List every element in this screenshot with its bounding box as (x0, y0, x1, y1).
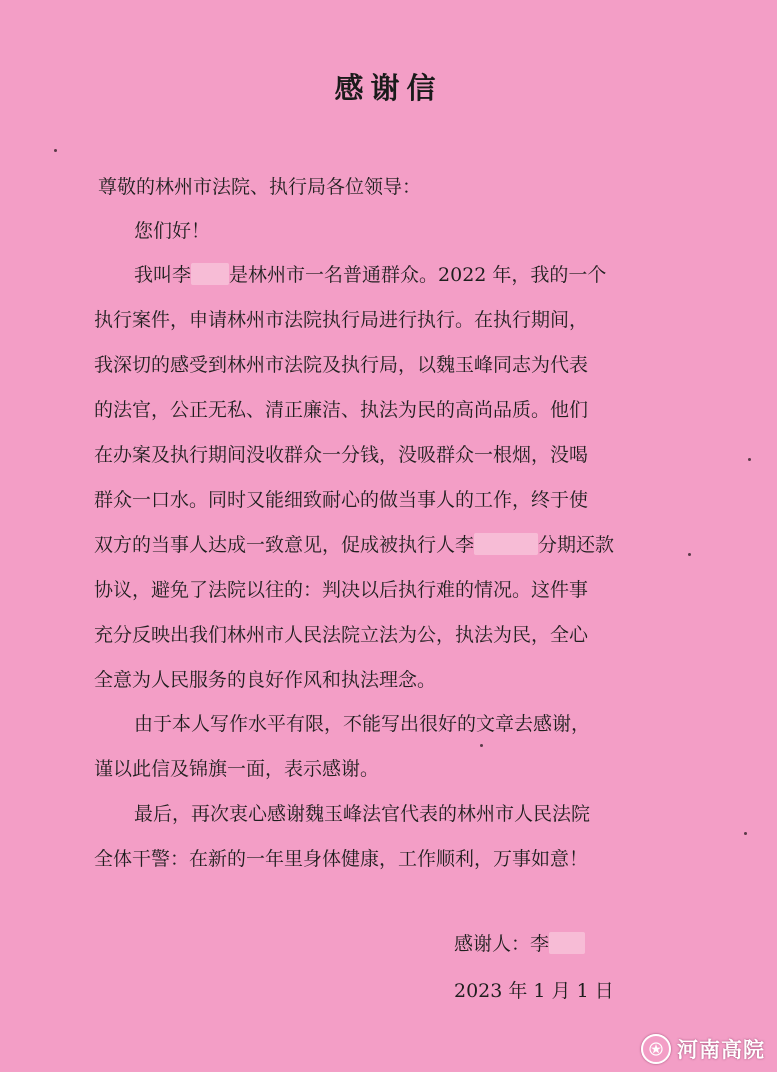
paragraph-3-line-2: 全体干警：在新的一年里身体健康，工作顺利，万事如意！ (94, 848, 589, 870)
text-segment: 分期还款 (538, 534, 615, 556)
paragraph-1-line-10: 全意为人民服务的良好作风和执法理念。 (94, 669, 437, 691)
greeting: 您们好！ (134, 220, 211, 242)
redaction-mask (191, 263, 229, 285)
paragraph-1-line-9: 充分反映出我们林州市人民法院立法为公，执法为民，全心 (94, 624, 589, 646)
paper-speck (744, 832, 747, 835)
watermark (641, 1034, 765, 1064)
paragraph-1-line-4: 的法官，公正无私、清正廉洁、执法为民的高尚品质。他们 (94, 399, 589, 421)
salutation: 尊敬的林州市法院、执行局各位领导： (98, 176, 422, 198)
watermark-text: 河南高院 (677, 1037, 765, 1062)
paper-speck (688, 553, 691, 556)
paragraph-1-line-6: 群众一口水。同时又能细致耐心的做当事人的工作，终于使 (94, 489, 589, 511)
paragraph-1-line-2: 执行案件，申请林州市法院执行局进行执行。在执行期间， (94, 309, 589, 331)
paragraph-3-line-1: 最后，再次衷心感谢魏玉峰法官代表的林州市人民法院 (134, 803, 591, 825)
signature-label: 感谢人：李 (454, 933, 550, 955)
paragraph-1-line-7 (94, 533, 614, 557)
signature (454, 932, 585, 956)
paper-speck (54, 149, 57, 152)
paragraph-1-line-5: 在办案及执行期间没收群众一分钱，没吸群众一根烟，没喝 (94, 444, 589, 466)
letter-date: 2023 年 1 月 1 日 (454, 980, 614, 1002)
paper-speck (748, 458, 751, 461)
paragraph-2-line-1: 由于本人写作水平有限，不能写出很好的文章去感谢， (134, 713, 591, 735)
letter-title: 感谢信 (334, 71, 443, 105)
paragraph-1-line-1 (134, 263, 606, 287)
redaction-mask (474, 533, 538, 555)
paper-speck (480, 744, 483, 747)
court-emblem-icon (641, 1034, 671, 1064)
text-segment: 双方的当事人达成一致意见，促成被执行人李 (94, 534, 475, 556)
text-segment: 是林州市一名普通群众。2022 年，我的一个 (229, 264, 607, 286)
paragraph-2-line-2: 谨以此信及锦旗一面，表示感谢。 (94, 758, 380, 780)
redaction-mask (549, 932, 585, 954)
paragraph-1-line-8: 协议，避免了法院以往的：判决以后执行难的情况。这件事 (94, 579, 589, 601)
text-segment: 我叫李 (134, 264, 192, 286)
paragraph-1-line-3: 我深切的感受到林州市法院及执行局，以魏玉峰同志为代表 (94, 354, 589, 376)
